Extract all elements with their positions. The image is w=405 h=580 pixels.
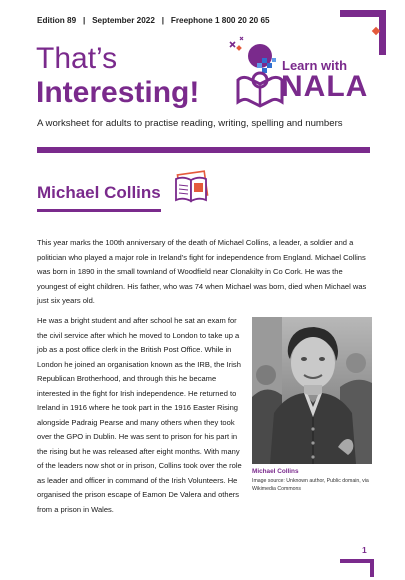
date-label: September 2022 (92, 16, 155, 25)
photo-caption-title: Michael Collins (252, 468, 299, 475)
page-title-line-1: That’s (36, 42, 118, 75)
bottom-decoration-horizontal (340, 559, 374, 563)
corner-decoration-vertical (379, 10, 386, 55)
photo-caption-source: Image source: Unknown author, Public domain, via Wikimedia Commons (252, 478, 369, 492)
worksheet-subtitle: A worksheet for adults to practise reading, writing, spelling and numbers (37, 118, 343, 129)
intro-paragraph: This year marks the 100th anniversary of the death of Michael Collins, a leader, a soldier and a politician who played a major role in Ireland’s fight for independence from England. Michael Collins was born in 1890 in the small townland of Woodfield near Clonakilty in Co Cork. He was the youngest of eight children. His father, who was 74 when Michael was born, died when Michael was just six years old. (37, 238, 367, 305)
freephone-label: Freephone 1 800 20 20 65 (170, 16, 270, 25)
section-title: Michael Collins (37, 183, 161, 202)
edition-label: Edition 89 (37, 16, 77, 25)
open-book-icon (173, 170, 209, 204)
page-title-line-2: Interesting! (36, 76, 200, 109)
portrait-image (252, 317, 372, 464)
bottom-decoration-vertical (370, 559, 374, 577)
page-number: 1 (362, 545, 367, 555)
michael-collins-photo (252, 317, 372, 464)
header-divider (37, 147, 370, 153)
header-separator: | (82, 16, 86, 25)
section-underline (37, 209, 161, 212)
header-info (37, 16, 270, 25)
page-title (36, 42, 199, 110)
nala-logo (228, 36, 378, 112)
header-separator: | (161, 16, 165, 25)
logo-brand: NALA (281, 70, 369, 103)
body-paragraph: He was a bright student and after school he sat an exam for the civil service after which he moved to London to take up a job as a post office clerk in the British Post Office. While in London he joined an organisation known as the IRB, the Irish Republican Brotherhood, and through this he became interested in the fight for Irish independence. He returned to Ireland in 1916 where he took part in the 1916 Easter Rising alongside Padraig Pearse and many others when they took over the GPO in Dublin. He was sent to prison for his part in the rising but he was released after eight months. With many of the leaders now shot or in prison, Collins took over the role as leader and officer in command of the Irish Volunteers. He organised the prison escape of Eamon De Valera and others from a prison in Wales. (37, 316, 242, 514)
logo-learn-with: Learn with (282, 58, 348, 73)
